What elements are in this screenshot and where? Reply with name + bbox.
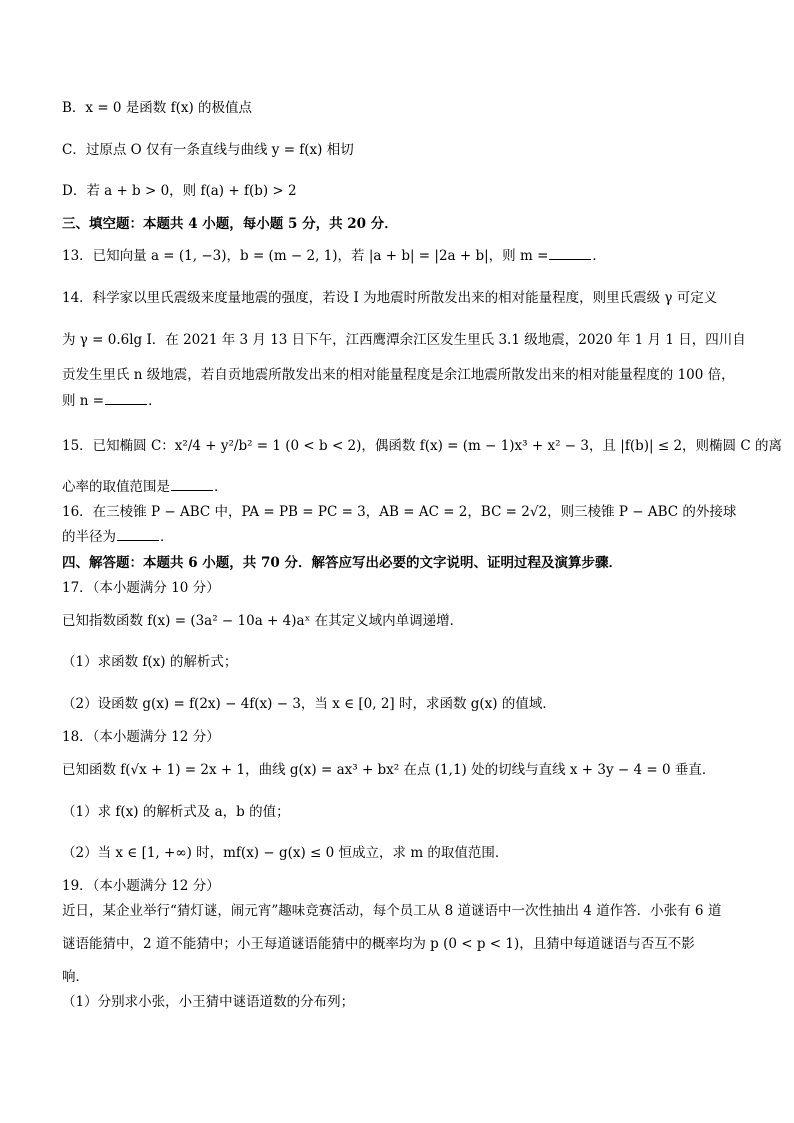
question-15-text: 心率的取值范围是 (62, 479, 170, 495)
answer-blank (117, 528, 159, 541)
question-16-line-1: 16．在三棱锥 P − ABC 中，PA = PB = PC = 3，AB = AC = 2，BC = 2√2，则三棱锥 P − ABC 的外接球 (62, 504, 737, 520)
question-19-part-1: （1）分别求小张，小王猜中谜语道数的分布列； (62, 994, 355, 1010)
question-13-text: 13．已知向量 a = (1, −3)，b = (m − 2, 1)，若 |a + b| = |2a + b|，则 m = (62, 248, 549, 264)
question-17-part-2: （2）设函数 g(x) = f(2x) − 4f(x) − 3，当 x ∈ [0, 2] 时，求函数 g(x) 的值域． (62, 696, 556, 712)
option-d: D．若 a + b > 0，则 f(a) + f(b) > 2 (62, 183, 297, 199)
question-17-header: 17．（本小题满分 10 分） (62, 580, 220, 596)
question-18-stem: 已知函数 f(√x + 1) = 2x + 1，曲线 g(x) = ax³ + bx² 在点 (1,1) 处的切线与直线 x + 3y − 4 = 0 垂直． (62, 762, 716, 778)
question-14-text: 则 n = (62, 393, 105, 409)
question-18-header: 18．（本小题满分 12 分） (62, 729, 220, 745)
question-18-part-2: （2）当 x ∈ [1, +∞) 时，mf(x) − g(x) ≤ 0 恒成立，求 m 的取值范围． (62, 845, 509, 861)
question-15-line-1: 15．已知椭圆 C：x²/4 + y²/b² = 1 (0 < b < 2)，偶函数 f(x) = (m − 1)x³ + x² − 3，且 |f(b)| ≤ 2，则椭圆 C 的离 (62, 438, 782, 454)
question-19-stem-line-2: 谜语能猜中，2 道不能猜中；小王每道谜语能猜中的概率均为 p (0 < p < 1)，且猜中每道谜语与否互不影 (62, 936, 695, 952)
option-b: B．x = 0 是函数 f(x) 的极值点 (62, 100, 253, 116)
section-heading-fill-blank: 三、填空题：本题共 4 小题，每小题 5 分，共 20 分． (62, 216, 398, 232)
question-15-line-2 (62, 477, 228, 497)
question-19-stem-line-1: 近日，某企业举行“猜灯谜，闹元宵”趣味竞赛活动，每个员工从 8 道谜语中一次性抽出 4 道作答．小张有 6 道 (62, 903, 722, 919)
question-14-end: ． (148, 393, 162, 409)
question-17-part-1: （1）求函数 f(x) 的解析式； (62, 654, 238, 670)
question-14-line-1: 14．科学家以里氏震级来度量地震的强度，若设 I 为地震时所散发出来的相对能量程度，则里氏震级 γ 可定义 (62, 290, 718, 306)
question-13-end: ． (592, 248, 606, 264)
section-heading-solutions: 四、解答题：本题共 6 小题，共 70 分．解答应写出必要的文字说明、证明过程及演算步骤． (62, 555, 622, 571)
question-16-line-2 (62, 527, 174, 547)
question-14-line-4 (62, 391, 162, 411)
question-15-end: ． (214, 479, 228, 495)
question-19-stem-line-3: 响． (62, 969, 89, 985)
question-16-text: 的半径为 (62, 529, 116, 545)
question-16-end: ． (160, 529, 174, 545)
question-19-header: 19．（本小题满分 12 分） (62, 878, 220, 894)
answer-blank (105, 392, 147, 405)
question-18-part-1: （1）求 f(x) 的解析式及 a，b 的值； (62, 804, 290, 820)
option-c: C．过原点 O 仅有一条直线与曲线 y = f(x) 相切 (62, 142, 354, 158)
answer-blank (549, 247, 591, 260)
answer-blank (171, 478, 213, 491)
question-17-stem: 已知指数函数 f(x) = (3a² − 10a + 4)aˣ 在其定义域内单调递增． (62, 613, 464, 629)
question-13 (62, 246, 606, 266)
question-14-line-3: 贡发生里氏 n 级地震，若自贡地震所散发出来的相对能量程度是余江地震所散发出来的相对能量程度的 100 倍， (62, 367, 735, 383)
question-14-line-2: 为 γ = 0.6lg I．在 2021 年 3 月 13 日下午，江西鹰潭余江区发生里氏 3.1 级地震，2020 年 1 月 1 日，四川自 (62, 332, 746, 348)
